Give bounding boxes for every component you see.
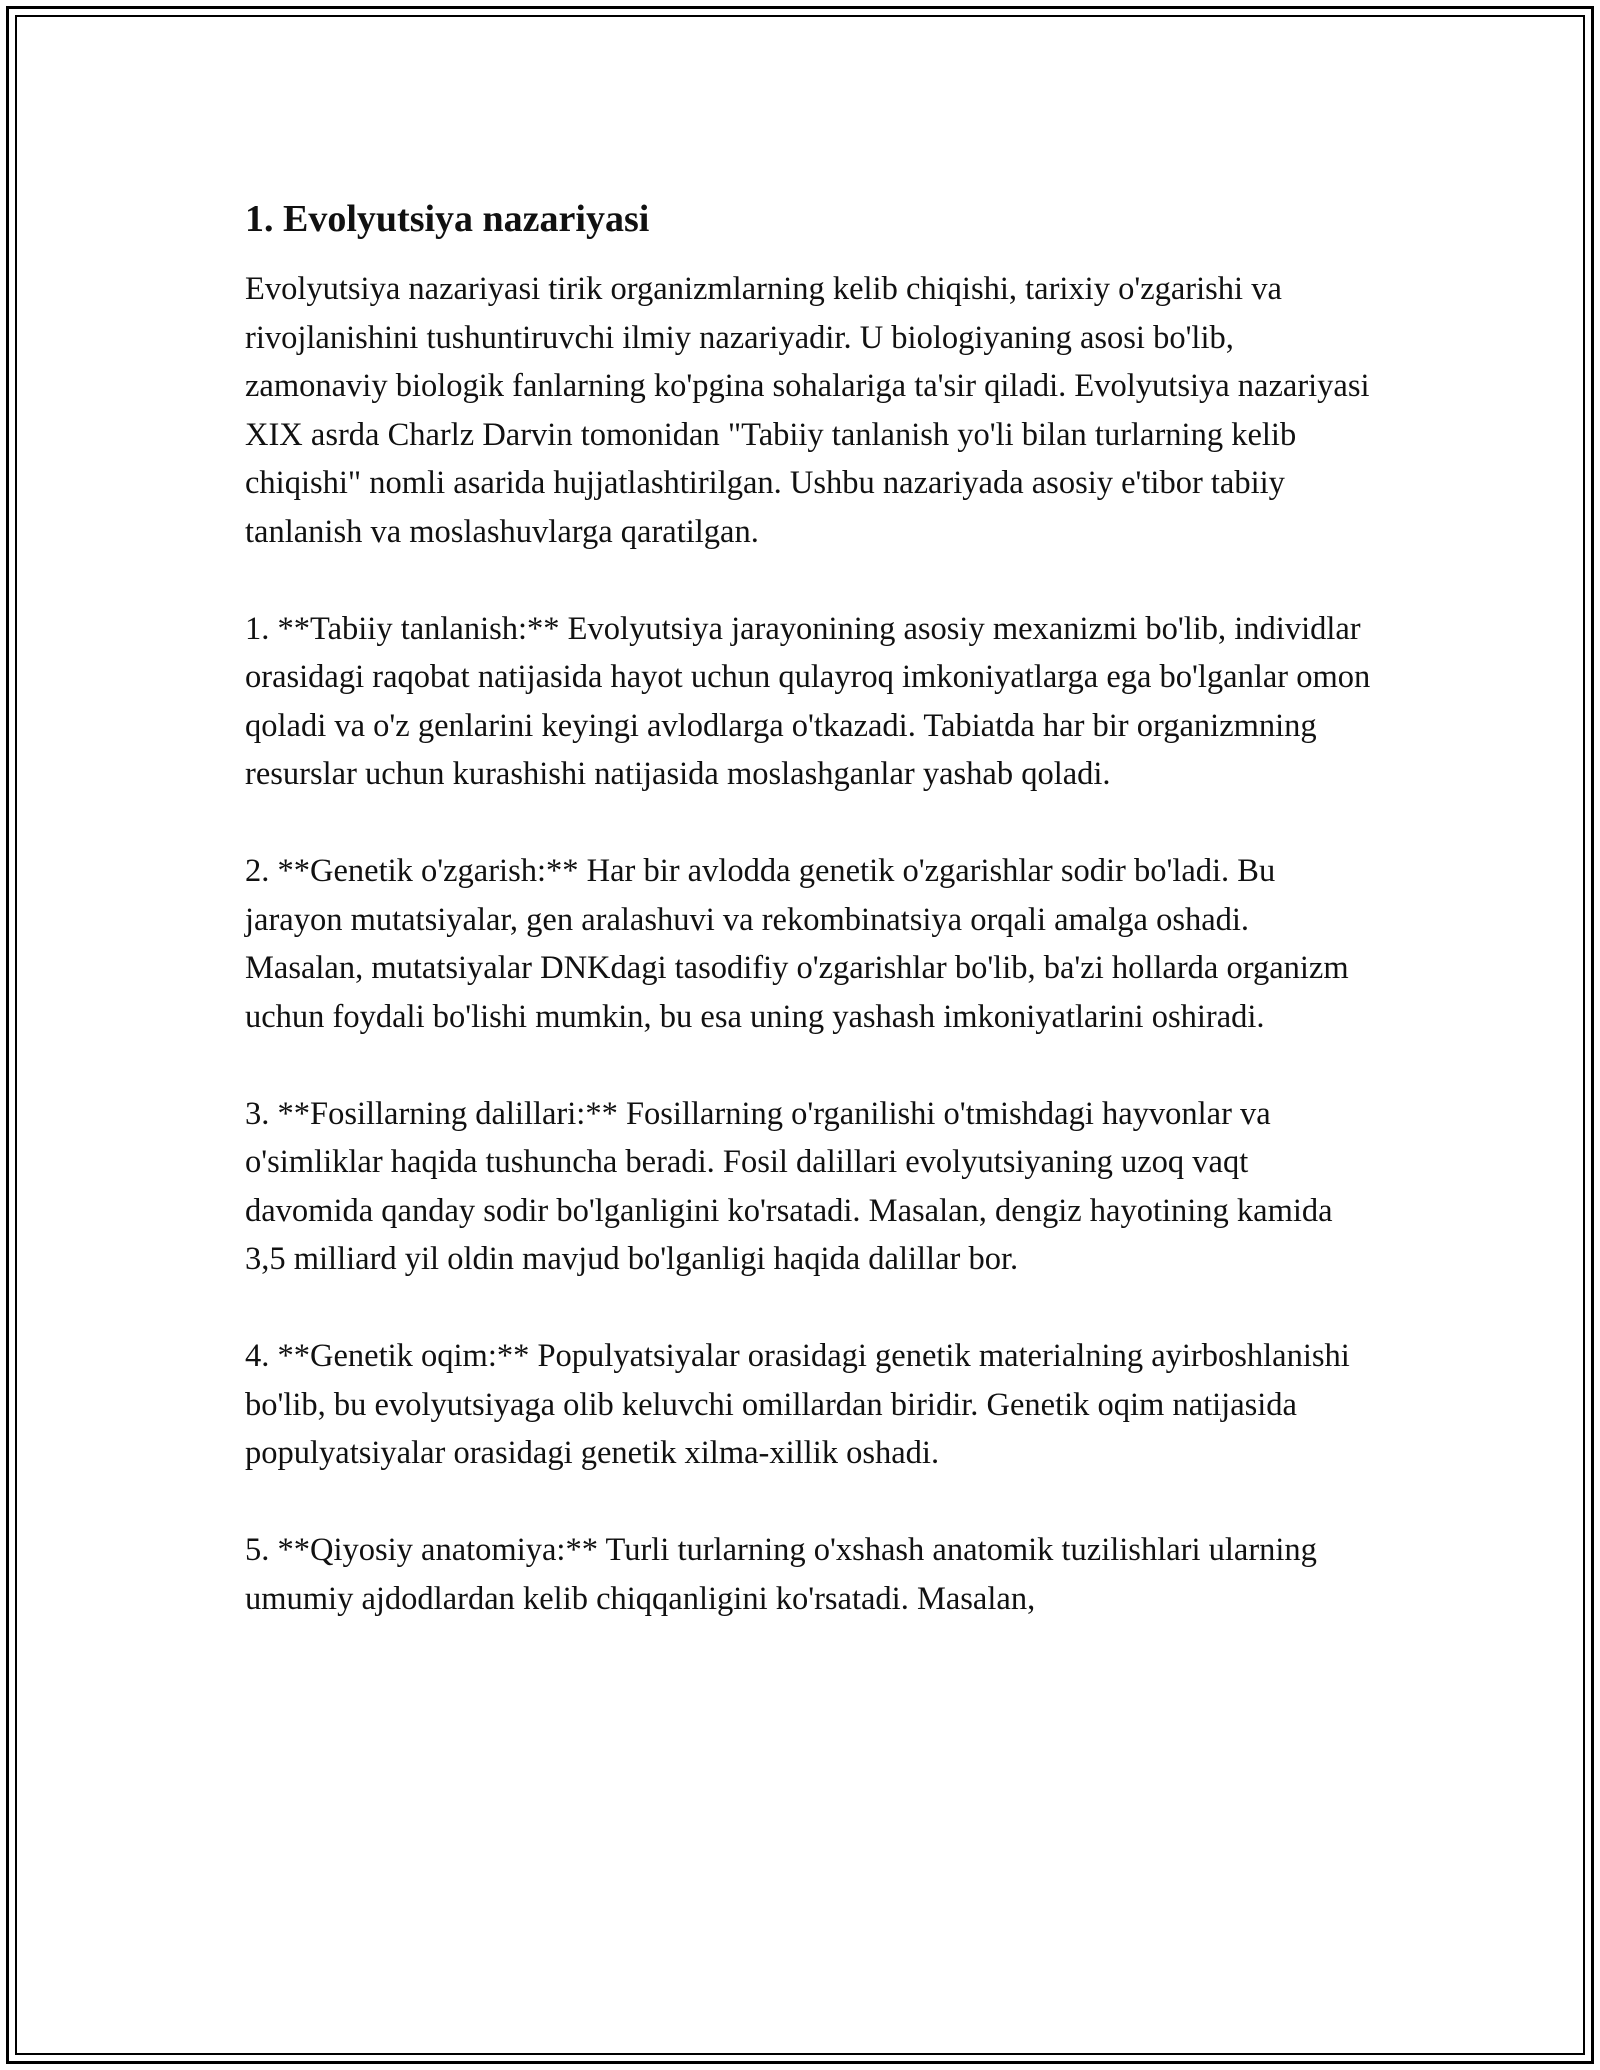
paragraph-genetic-variation: 2. **Genetik o'zgarish:** Har bir avlodda genetik o'zgarishlar sodir bo'ladi. Bu jarayon mutatsiyalar, gen aralashuvi va rekombinatsiya orqali amalga oshadi. Masalan, mutatsiyalar DNKdagi tasodifiy o'zgarishlar bo'lib, ba'zi hollarda organizm uchun foydali bo'lishi mumkin, bu esa uning yashash imkoniyatlarini oshiradi. [245,853,1349,1035]
document-title: 1. Evolyutsiya nazariyasi [245,198,650,240]
intro-paragraph: Evolyutsiya nazariyasi tirik organizmlarning kelib chiqishi, tarixiy o'zgarishi va rivojlanishini tushuntiruvchi ilmiy nazariyadir. U biologiyaning asosi bo'lib, zamonaviy biologik fanlarning ko'pgina sohalariga ta'sir qiladi. Evolyutsiya nazariyasi XIX asrda Charlz Darvin tomonidan "Tabiiy tanlanish yo'li bilan turlarning kelib chiqishi" nomli asarida hujjatlashtirilgan. Ushbu nazariyada asosiy e'tibor tabiiy tanlanish va moslashuvlarga qaratilgan. [245,271,1370,550]
paragraph-gene-flow: 4. **Genetik oqim:** Populyatsiyalar orasidagi genetik materialning ayirboshlanishi bo'lib, bu evolyutsiyaga olib keluvchi omillardan biridir. Genetik oqim natijasida populyatsiyalar orasidagi genetik xilma-xillik oshadi. [245,1338,1350,1471]
paragraph-comparative-anatomy: 5. **Qiyosiy anatomiya:** Turli turlarning o'xshash anatomik tuzilishlari ularning umumiy ajdodlardan kelib chiqqanligini ko'rsatadi. Masalan, [245,1532,1317,1617]
paragraph-natural-selection: 1. **Tabiiy tanlanish:** Evolyutsiya jarayonining asosiy mexanizmi bo'lib, individlar orasidagi raqobat natijasida hayot uchun qulayroq imkoniyatlarga ega bo'lganlar omon qoladi va o'z genlarini keyingi avlodlarga o'tkazadi. Tabiatda har bir organizmning resurslar uchun kurashishi natijasida moslashganlar yashab qoladi. [245,610,1371,792]
page-frame [6,6,1594,2064]
paragraph-fossil-evidence: 3. **Fosillarning dalillari:** Fosillarning o'rganilishi o'tmishdagi hayvonlar va o'simliklar haqida tushuncha beradi. Fosil dalillari evolyutsiyaning uzoq vaqt davomida qanday sodir bo'lganligini ko'rsatadi. Masalan, dengiz hayotining kamida 3,5 milliard yil oldin mavjud bo'lganligi haqida dalillar bor. [245,1095,1333,1277]
document-body [245,195,1375,1623]
